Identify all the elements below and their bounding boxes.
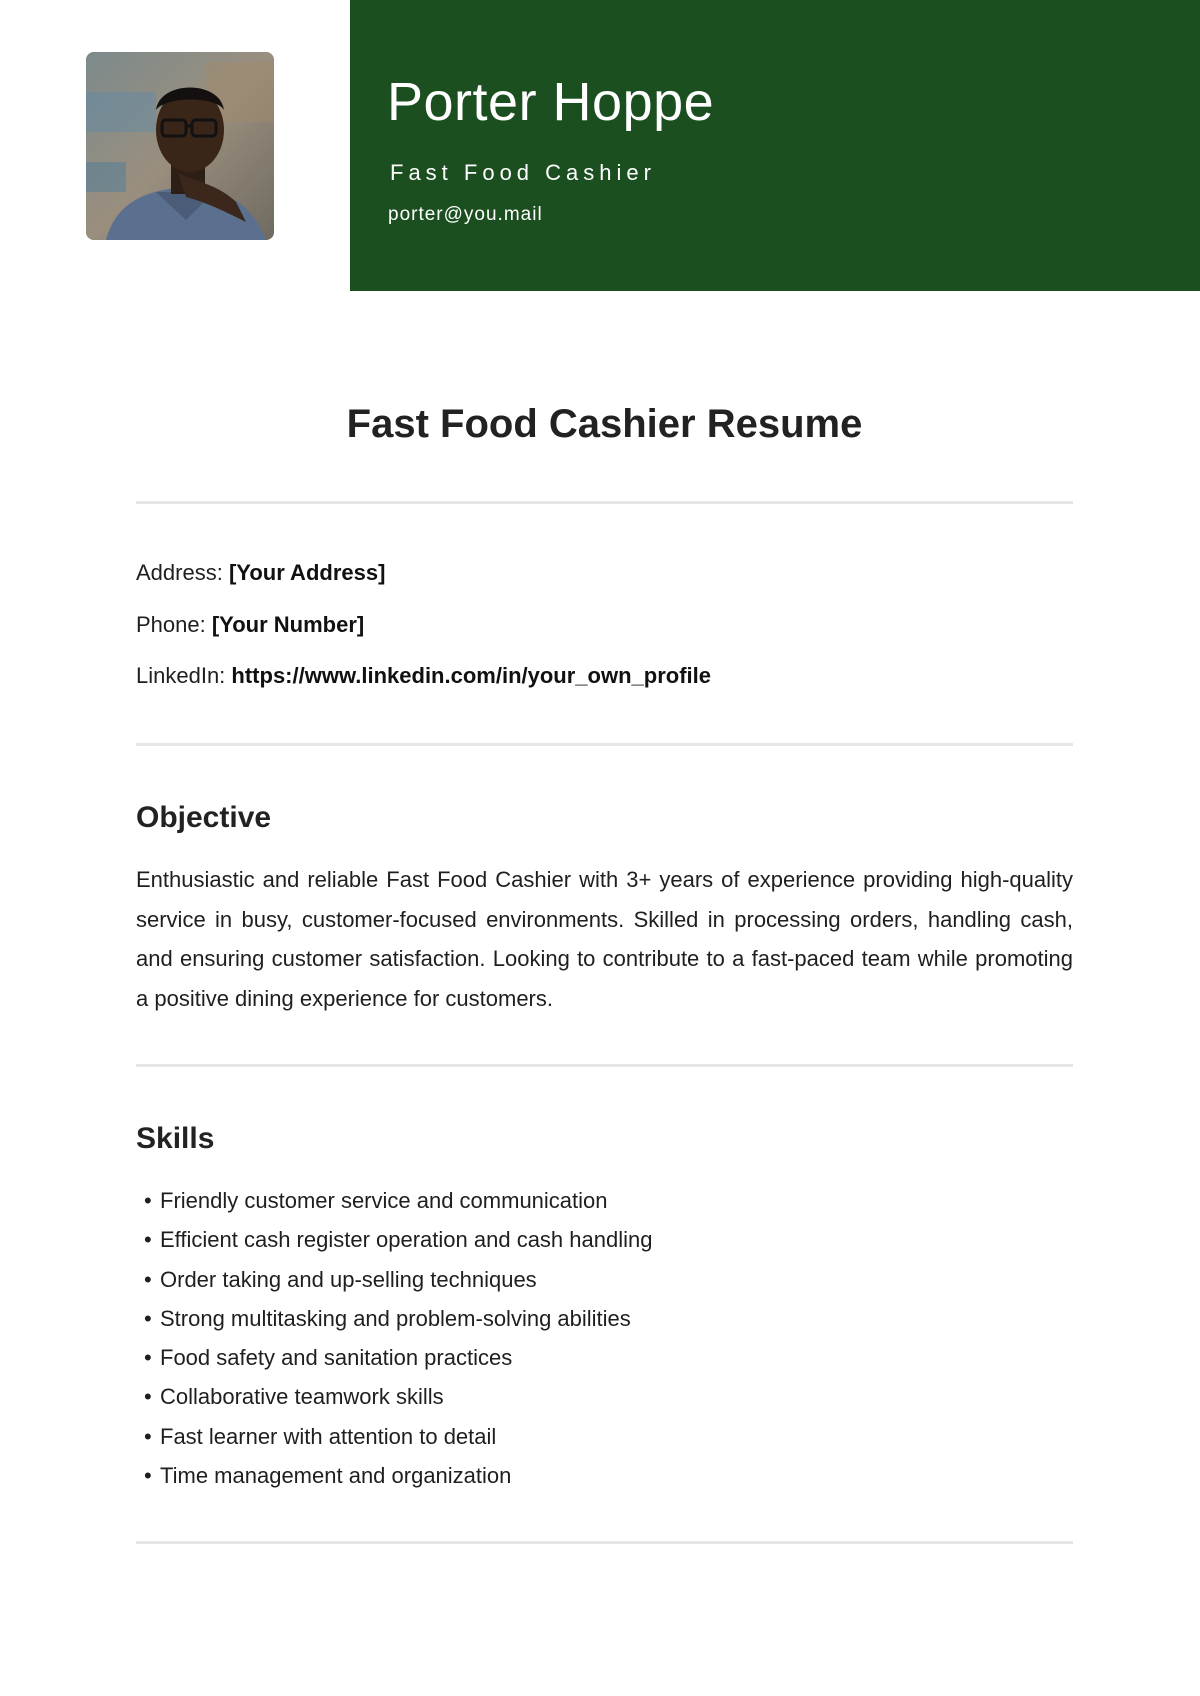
profile-photo [86, 52, 274, 240]
objective-text: Enthusiastic and reliable Fast Food Cashier with 3+ years of experience providing high-quality service in busy, customer-focused environments. Skilled in processing orders, handling cash, and ensuring customer satisfaction. Looking to contribute to a fast-paced team while promoting a positive dining experience for customers. [136, 867, 1073, 1011]
candidate-name: Porter Hoppe [387, 72, 715, 132]
address-label: Address: [136, 560, 223, 585]
phone-value: [Your Number] [211, 612, 365, 637]
job-title: Fast Food Cashier [390, 160, 656, 185]
linkedin-label: LinkedIn: [136, 663, 226, 688]
contact-phone [136, 612, 364, 638]
divider [136, 1064, 1073, 1067]
contact-linkedin [136, 663, 711, 689]
contact-address [136, 560, 385, 586]
document-title: Fast Food Cashier Resume [346, 402, 863, 446]
linkedin-value: https://www.linkedin.com/in/your_own_profile [231, 663, 711, 688]
address-value: [Your Address] [228, 560, 386, 585]
person-photo-icon [86, 52, 274, 240]
divider [136, 501, 1073, 504]
header-band [350, 0, 1200, 291]
email-address: porter@you.mail [388, 204, 543, 225]
list-item: • Time management and organization [144, 1463, 512, 1489]
phone-label: Phone: [136, 612, 206, 637]
list-item: • Food safety and sanitation practices [144, 1345, 513, 1371]
divider [136, 743, 1073, 746]
skills-heading: Skills [136, 1122, 215, 1155]
list-item: • Fast learner with attention to detail [144, 1423, 497, 1449]
list-item: • Efficient cash register operation and cash handling [144, 1227, 653, 1253]
divider [136, 1541, 1073, 1544]
list-item: • Order taking and up-selling techniques [144, 1266, 537, 1292]
objective-heading: Objective [136, 801, 272, 834]
skills-list [136, 1181, 652, 1495]
list-item: • Collaborative teamwork skills [144, 1384, 444, 1410]
list-item: • Friendly customer service and communication [144, 1188, 608, 1213]
list-item: • Strong multitasking and problem-solving abilities [144, 1305, 631, 1331]
